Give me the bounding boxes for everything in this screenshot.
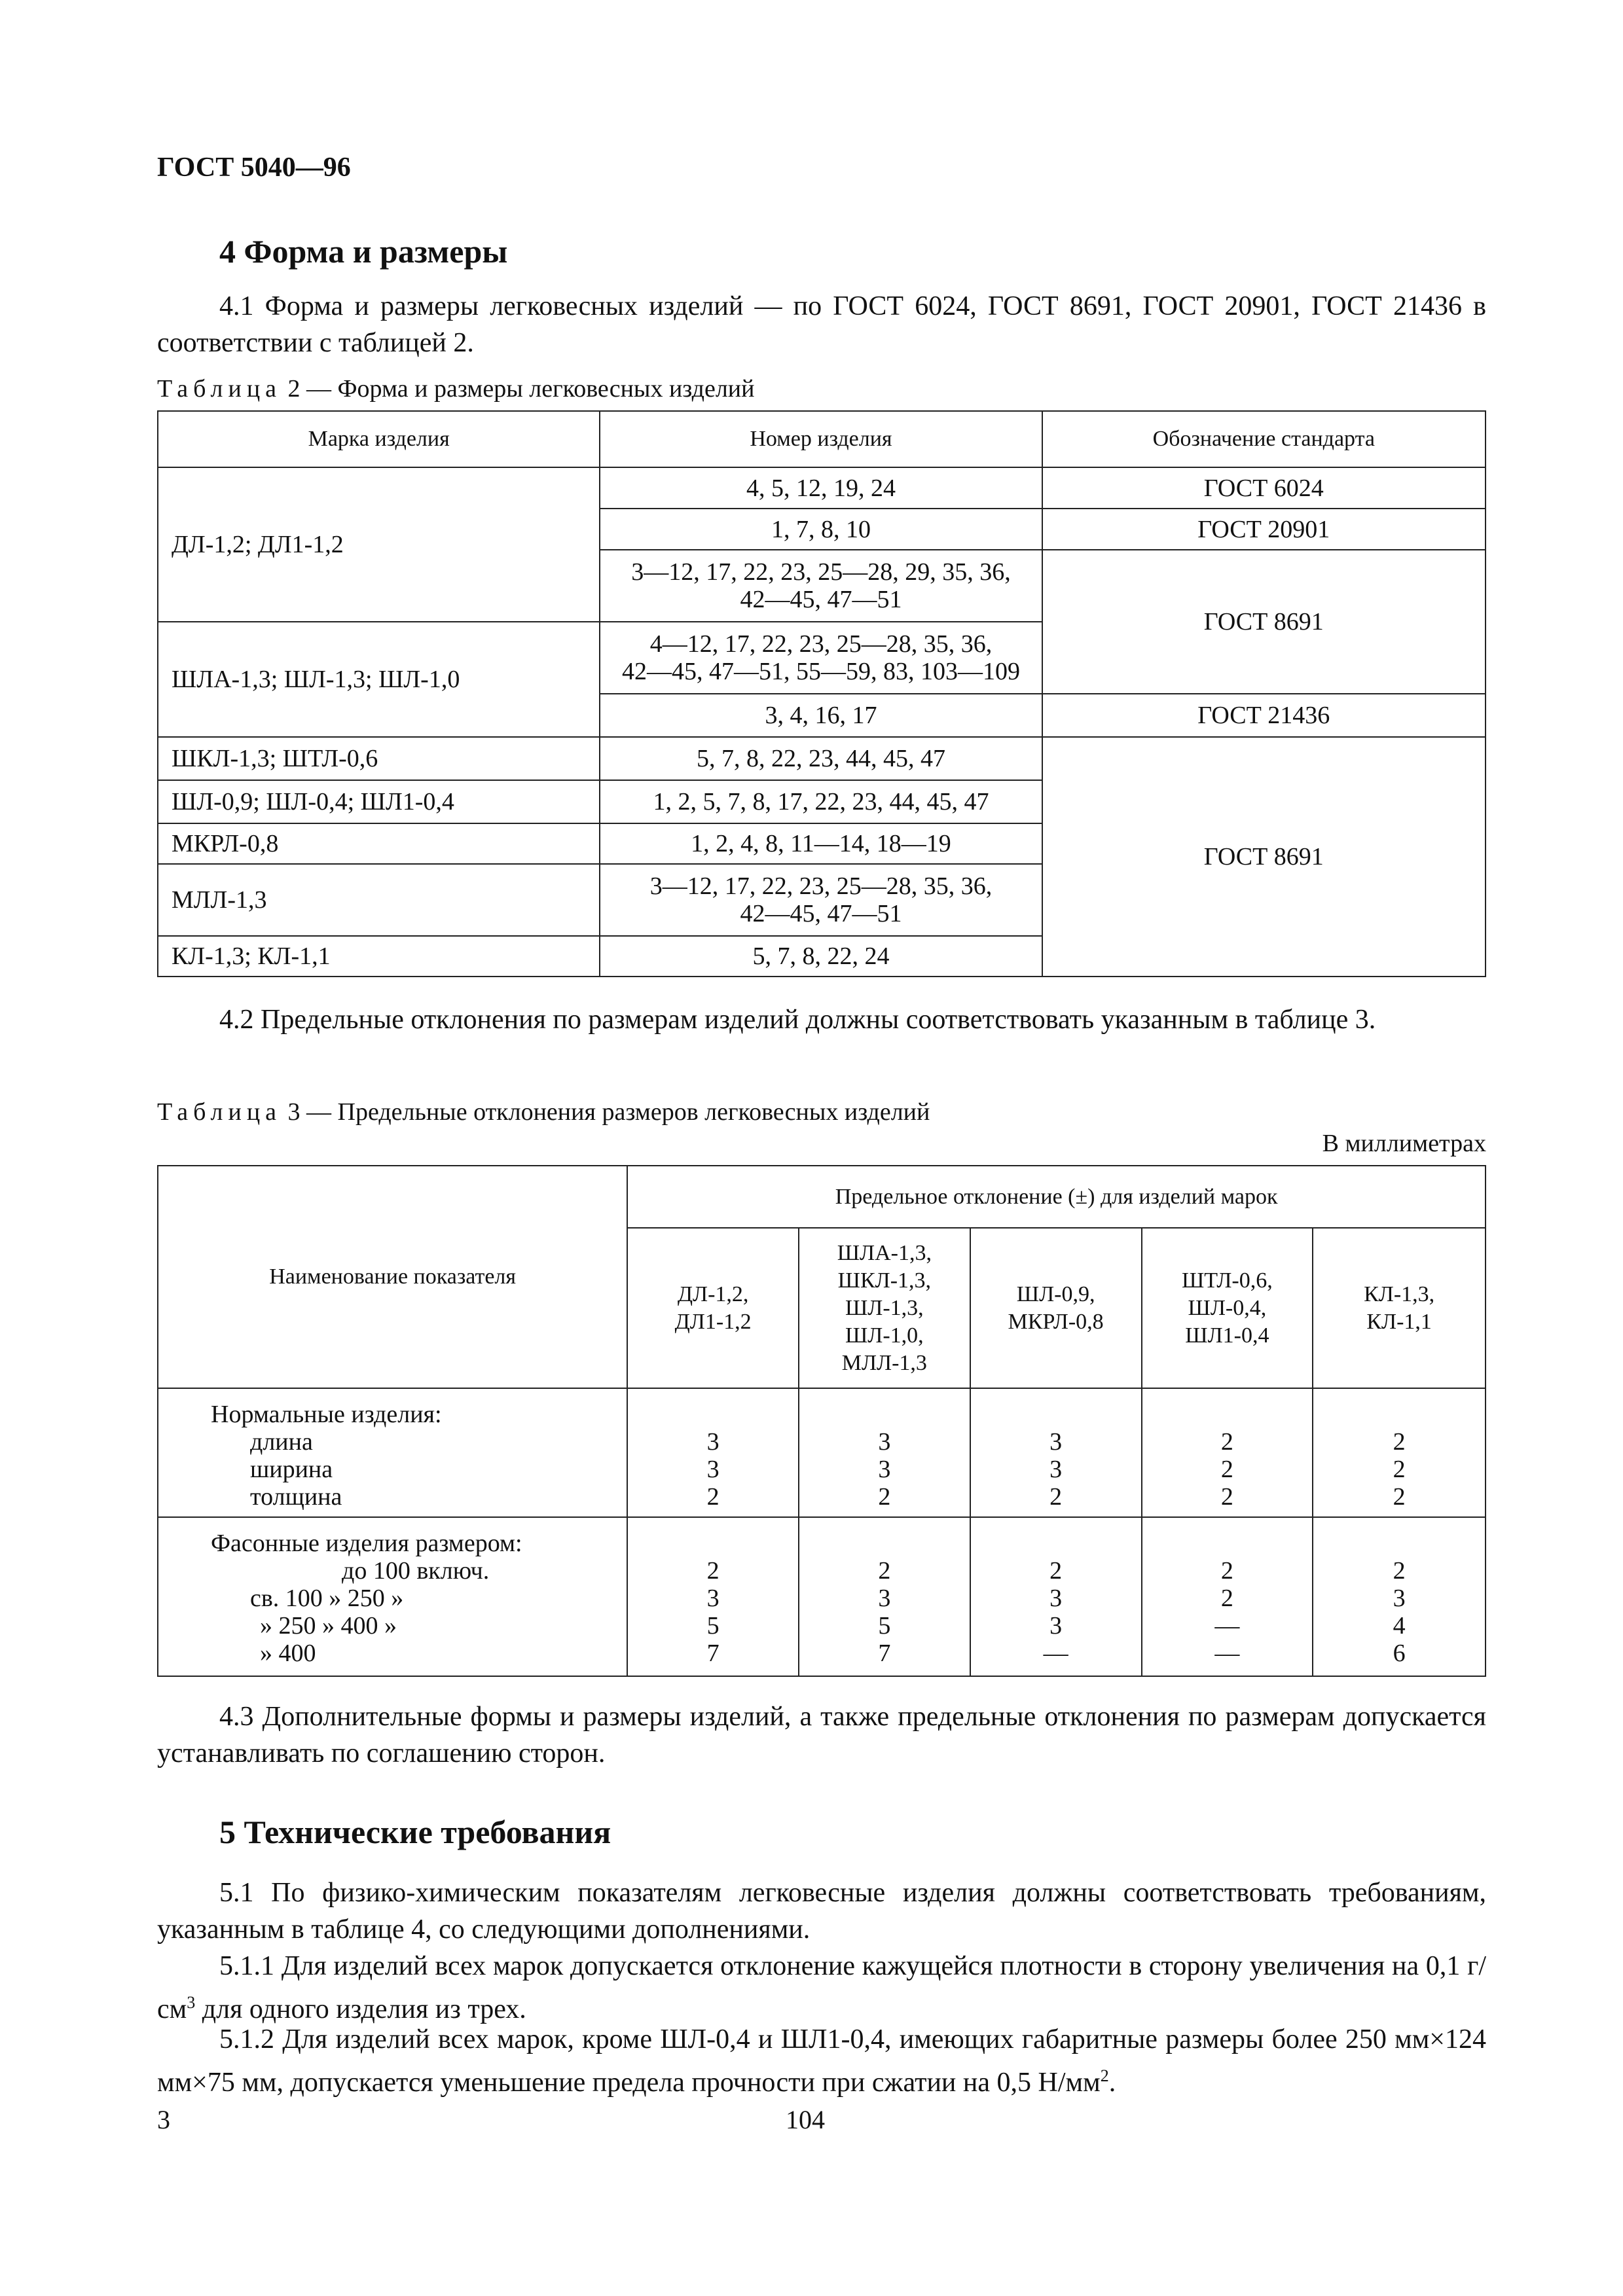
paragraph-text: для одного изделия из трех. <box>195 1994 526 2024</box>
table2-header-brand: Марка изделия <box>158 411 600 467</box>
table3-row-label: толщина <box>250 1483 342 1511</box>
document-header: ГОСТ 5040—96 <box>157 152 351 183</box>
table3-value: 3 <box>1393 1585 1406 1612</box>
paragraph-5-1-2 <box>157 2021 1486 2101</box>
table2-brand-cell: ШЛ-0,9; ШЛ-0,4; ШЛ1-0,4 <box>158 780 600 823</box>
table3-brand-line: ШЛ1-0,4 <box>1185 1323 1269 1348</box>
table3-value: 5 <box>706 1612 720 1640</box>
table2-standard-cell: ГОСТ 20901 <box>1042 509 1486 550</box>
table2-caption <box>157 374 754 403</box>
table2-standard-cell: ГОСТ 6024 <box>1042 467 1486 509</box>
paragraph-5-1: 5.1 По физико-химическим показателям легковесные изделия должны соответствовать требованиям, указанным в таблице 4, со следующими дополнениями. <box>157 1878 1486 1945</box>
table3-row-label: Фасонные изделия размером: <box>211 1530 522 1557</box>
table3-value: 2 <box>1220 1585 1233 1612</box>
paragraph-text: 5.1.2 Для изделий всех марок, кроме ШЛ-0,4 и ШЛ1-0,4, имеющих габаритные размеры более 250 мм×124 мм×75 мм, допускается уменьшение предела прочности при сжатии на 0,5 Н/мм <box>157 2024 1486 2098</box>
table3-caption-label: Таблица <box>157 1098 282 1126</box>
table3-brand-line: ШЛА-1,3, <box>837 1240 932 1265</box>
table3-value: — <box>1043 1640 1068 1667</box>
table3-header-param: Наименование показателя <box>158 1166 627 1388</box>
section-4-title: 4 Форма и размеры <box>219 233 508 270</box>
table3-brand-line: ШЛ-0,4, <box>1188 1295 1267 1320</box>
table3-value: 2 <box>1393 1428 1406 1456</box>
table2-number-cell: 1, 2, 5, 7, 8, 17, 22, 23, 44, 45, 47 <box>600 780 1042 823</box>
sheet-number: 3 <box>157 2105 170 2134</box>
table2-number-cell: 5, 7, 8, 22, 24 <box>600 936 1042 977</box>
table3-row-label: св. 100 » 250 » <box>250 1585 404 1612</box>
table3-value: 7 <box>706 1640 720 1667</box>
table2-brand-cell: МКРЛ-0,8 <box>158 823 600 864</box>
table3-value: 3 <box>878 1456 891 1483</box>
table3-values <box>1313 1388 1486 1517</box>
table2-brand-cell: МЛЛ-1,3 <box>158 864 600 936</box>
table2-standard-cell: ГОСТ 21436 <box>1042 694 1486 737</box>
table3-row-label: » 250 » 400 » <box>260 1612 397 1640</box>
table-3 <box>157 1165 1486 1677</box>
table2-number-cell <box>600 622 1042 694</box>
table2-number-cell: 1, 2, 4, 8, 11—14, 18—19 <box>600 823 1042 864</box>
table3-value: 3 <box>706 1428 720 1456</box>
table3-value: 2 <box>878 1557 891 1585</box>
paragraph-4-2: 4.2 Предельные отклонения по размерам изделий должны соответствовать указанным в таблице 3. <box>219 1005 1376 1035</box>
table3-brand-header <box>970 1228 1142 1388</box>
table3-brand-header <box>627 1228 799 1388</box>
table2-number-cell: 3, 4, 16, 17 <box>600 694 1042 737</box>
section-5-title: 5 Технические требования <box>219 1814 611 1850</box>
table3-values <box>799 1517 970 1676</box>
table2-brand-cell: ШКЛ-1,3; ШТЛ-0,6 <box>158 737 600 780</box>
table3-value: 2 <box>1220 1456 1233 1483</box>
table3-value: 3 <box>1049 1428 1063 1456</box>
table2-number-line: 42—45, 47—51 <box>740 900 902 927</box>
table3-value: 2 <box>1220 1557 1233 1585</box>
table3-header-group: Предельное отклонение (±) для изделий марок <box>627 1166 1486 1228</box>
paragraph-text: 5.1.1 Для изделий всех марок допускается отклонение кажущейся плотности в сторону увеличения на 0,1 г/см <box>157 1951 1486 2024</box>
table3-brand-line: ДЛ-1,2, <box>677 1282 749 1306</box>
table3-row-label: » 400 <box>260 1640 316 1667</box>
table2-caption-text: 2 — Форма и размеры легковесных изделий <box>287 375 755 403</box>
table3-value: 2 <box>1220 1428 1233 1456</box>
page-number: 104 <box>786 2105 825 2134</box>
table3-brand-line: МКРЛ-0,8 <box>1008 1309 1104 1334</box>
table3-units: В миллиметрах <box>1322 1130 1486 1157</box>
table2-number-line: 4—12, 17, 22, 23, 25—28, 35, 36, <box>649 630 993 658</box>
table3-values <box>970 1388 1142 1517</box>
table3-value: 3 <box>1049 1456 1063 1483</box>
table3-group-labels <box>158 1517 627 1676</box>
table3-value: 3 <box>1049 1585 1063 1612</box>
table3-brand-line: ШЛ-1,3, <box>845 1295 924 1320</box>
table2-number-cell: 4, 5, 12, 19, 24 <box>600 467 1042 509</box>
table3-brand-line: КЛ-1,1 <box>1366 1309 1432 1334</box>
table3-value: 3 <box>878 1585 891 1612</box>
table3-caption-text: 3 — Предельные отклонения размеров легковесных изделий <box>287 1098 930 1126</box>
table3-value: 2 <box>1393 1483 1406 1511</box>
table3-value: 2 <box>706 1557 720 1585</box>
table3-brand-line: ШЛ-0,9, <box>1016 1282 1095 1306</box>
table2-number-line: 3—12, 17, 22, 23, 25—28, 35, 36, <box>649 872 993 900</box>
superscript: 3 <box>187 1993 196 2012</box>
table3-value: 3 <box>1049 1612 1063 1640</box>
table2-number-cell <box>600 864 1042 936</box>
table2-brand-cell: ДЛ-1,2; ДЛ1-1,2 <box>158 467 600 622</box>
table3-value: 6 <box>1393 1640 1406 1667</box>
table3-value: 2 <box>1393 1456 1406 1483</box>
table3-value: 2 <box>1049 1483 1063 1511</box>
table3-values <box>627 1517 799 1676</box>
table2-number-cell <box>600 550 1042 622</box>
table2-number-cell: 1, 7, 8, 10 <box>600 509 1042 550</box>
table2-number-line: 42—45, 47—51 <box>740 586 902 613</box>
table3-value: 2 <box>1220 1483 1233 1511</box>
table3-brand-line: ШТЛ-0,6, <box>1182 1268 1273 1293</box>
paragraph-5-1-1 <box>157 1948 1486 2028</box>
table3-values <box>1142 1388 1313 1517</box>
table2-standard-cell: ГОСТ 8691 <box>1042 550 1486 694</box>
table3-brand-line: КЛ-1,3, <box>1364 1282 1435 1306</box>
table3-caption <box>157 1098 930 1126</box>
table3-row-label: длина <box>250 1428 313 1456</box>
table2-number-line: 3—12, 17, 22, 23, 25—28, 29, 35, 36, <box>631 558 1011 586</box>
table3-brand-line: ШЛ-1,0, <box>845 1323 924 1348</box>
table3-value: — <box>1214 1612 1240 1640</box>
table2-header-standard: Обозначение стандарта <box>1042 411 1486 467</box>
table3-brand-header <box>799 1228 970 1388</box>
table2-number-line: 42—45, 47—51, 55—59, 83, 103—109 <box>621 658 1020 685</box>
table3-value: 3 <box>878 1428 891 1456</box>
table3-value: 3 <box>706 1456 720 1483</box>
table3-row-label: Нормальные изделия: <box>211 1401 442 1428</box>
table3-value: 4 <box>1393 1612 1406 1640</box>
table3-values <box>627 1388 799 1517</box>
table3-row-label: ширина <box>250 1456 333 1483</box>
table3-brand-header <box>1313 1228 1486 1388</box>
table3-values <box>1313 1517 1486 1676</box>
paragraph-4-3: 4.3 Дополнительные формы и размеры изделий, а также предельные отклонения по размерам допускается устанавливать по соглашению сторон. <box>157 1702 1486 1768</box>
table3-group-labels <box>158 1388 627 1517</box>
table-2 <box>157 410 1486 977</box>
table3-values <box>799 1388 970 1517</box>
table3-values <box>970 1517 1142 1676</box>
table3-brand-header <box>1142 1228 1313 1388</box>
table2-standard-cell: ГОСТ 8691 <box>1042 737 1486 977</box>
table3-value: — <box>1214 1640 1240 1667</box>
table3-value: 2 <box>878 1483 891 1511</box>
table2-brand-cell: КЛ-1,3; КЛ-1,1 <box>158 936 600 977</box>
table3-values <box>1142 1517 1313 1676</box>
table3-value: 2 <box>706 1483 720 1511</box>
superscript: 2 <box>1100 2066 1109 2085</box>
table3-brand-line: МЛЛ-1,3 <box>841 1350 927 1375</box>
table2-brand-cell: ШЛА-1,3; ШЛ-1,3; ШЛ-1,0 <box>158 622 600 737</box>
table2-caption-label: Таблица <box>157 375 282 403</box>
paragraph-4-1: 4.1 Форма и размеры легковесных изделий — по ГОСТ 6024, ГОСТ 8691, ГОСТ 20901, ГОСТ 21436 в соответствии с таблицей 2. <box>157 291 1486 358</box>
table3-row-label: до 100 включ. <box>342 1557 490 1585</box>
table3-value: 2 <box>1049 1557 1063 1585</box>
table3-value: 3 <box>706 1585 720 1612</box>
table3-value: 7 <box>878 1640 891 1667</box>
table2-number-cell: 5, 7, 8, 22, 23, 44, 45, 47 <box>600 737 1042 780</box>
table3-brand-line: ДЛ1-1,2 <box>674 1309 752 1334</box>
paragraph-text: . <box>1108 2068 1116 2098</box>
table3-brand-line: ШКЛ-1,3, <box>837 1268 932 1293</box>
table3-value: 2 <box>1393 1557 1406 1585</box>
table3-value: 5 <box>878 1612 891 1640</box>
table2-header-number: Номер изделия <box>600 411 1042 467</box>
